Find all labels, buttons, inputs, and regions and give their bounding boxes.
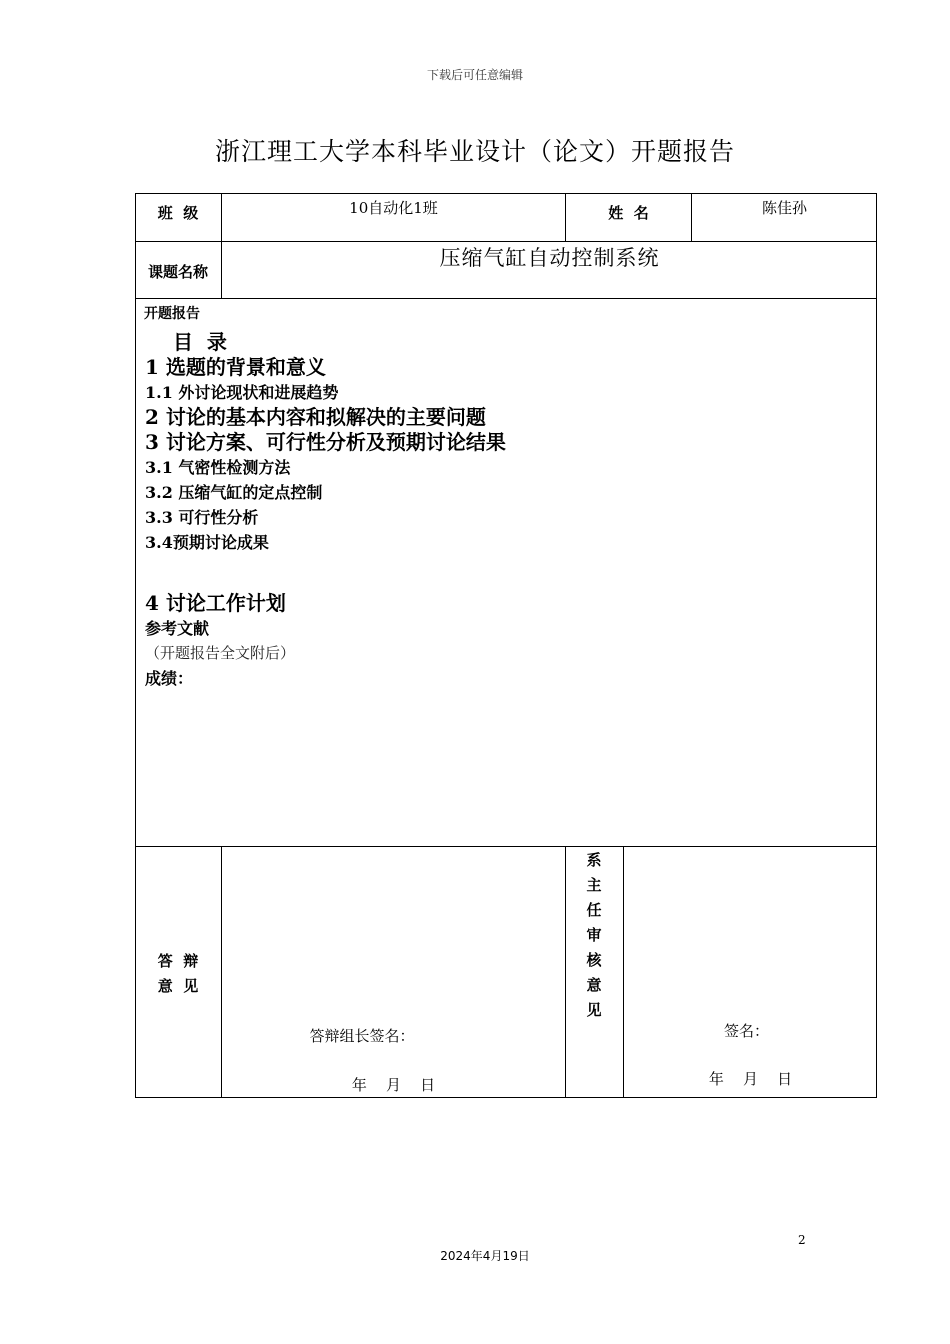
report-label: 开题报告 — [144, 306, 200, 322]
col-divider — [221, 846, 222, 1098]
dept-label-char: 主 — [586, 876, 602, 894]
dept-label-char: 任 — [586, 901, 602, 919]
footer-date: 2024年4月19日 — [440, 1249, 530, 1263]
toc-item: 1.1 外讨论现状和进展趋势 — [145, 383, 339, 402]
toc-item: 参考文献 — [145, 619, 210, 638]
row-divider — [135, 298, 877, 299]
grade-label: 成绩： — [145, 669, 194, 688]
defense-signature: 答辩组长签名： — [309, 1027, 415, 1045]
col-divider — [565, 846, 566, 1098]
toc-item: 4 讨论工作计划 — [145, 591, 286, 615]
class-label: 班 级 — [157, 204, 199, 222]
dept-signature: 签名： — [724, 1022, 770, 1040]
report-note: （开题报告全文附后） — [145, 644, 296, 662]
toc-item: 2 讨论的基本内容和拟解决的主要问题 — [145, 405, 486, 429]
name-label: 姓 名 — [608, 204, 649, 222]
dept-label-char: 意 — [586, 976, 602, 994]
header-note: 下载后可任意编辑 — [426, 68, 523, 82]
page-number: 2 — [798, 1233, 806, 1247]
defense-date: 年 月 日 — [351, 1076, 436, 1094]
toc-item: 3 讨论方案、可行性分析及预期讨论结果 — [145, 430, 506, 454]
toc-item: 3.3 可行性分析 — [145, 508, 259, 527]
topic-value: 压缩气缸自动控制系统 — [439, 246, 660, 270]
col-divider — [623, 846, 624, 1098]
dept-date: 年 月 日 — [708, 1070, 793, 1088]
toc-item: 1 选题的背景和意义 — [145, 355, 326, 379]
defense-label-line2: 意 见 — [157, 977, 199, 995]
dept-label — [584, 848, 604, 1023]
toc-title: 目 录 — [173, 330, 227, 354]
topic-label: 课题名称 — [147, 263, 208, 281]
toc-item: 3.2 压缩气缸的定点控制 — [145, 483, 323, 502]
page-title: 浙江理工大学本科毕业设计（论文）开题报告 — [214, 137, 735, 166]
dept-label-char: 审 — [586, 926, 602, 944]
toc-item: 3.4预期讨论成果 — [145, 533, 269, 552]
toc — [145, 330, 506, 691]
dept-label-char: 系 — [586, 851, 602, 869]
name-value: 陈佳孙 — [761, 199, 807, 217]
class-value: 10自动化1班 — [349, 199, 438, 217]
defense-label-line1: 答 辩 — [157, 952, 199, 970]
dept-label-char: 见 — [586, 1001, 602, 1019]
toc-item: 3.1 气密性检测方法 — [145, 458, 291, 477]
dept-label-char: 核 — [586, 951, 602, 969]
row-divider — [135, 846, 877, 847]
